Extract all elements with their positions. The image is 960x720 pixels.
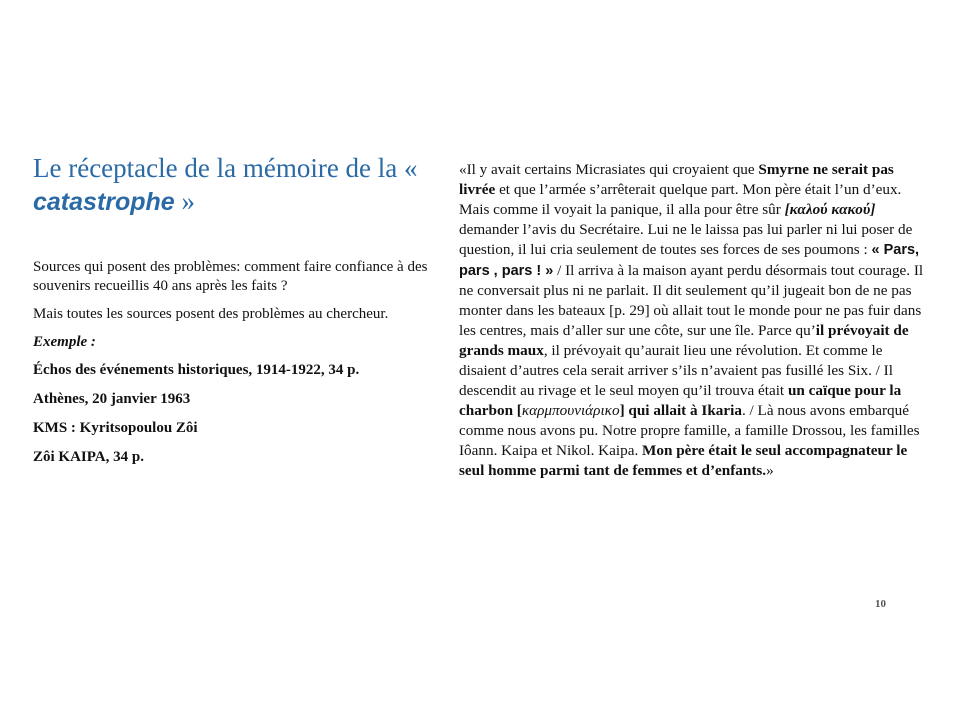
intro-paragraph: Sources qui posent des problèmes: comment faire confiance à des souvenirs recueillis 40 ans après les faits ? [33,259,428,294]
quote-segment: «Il y avait certains Micrasiates qui croyaient que [459,161,759,178]
title-text-part1: Le réceptacle de la mémoire de la « [33,153,418,183]
quote-segment: , il prévoyait qu’aurait lieu une révolution. Et comme le disaient d’autres cela serait arriver s’ils n’avaient pas fusillé les Six. / Il descendit au rivage et le seul moyen qu’il trouva était [459,342,893,399]
reference-author: Zôi KAIPA, 34 p. [33,449,144,465]
quote-emphasis: Smyrne ne serait pas livrée [459,161,894,198]
quote-segment: . / Là nous avons embarqué comme nous avons pu. Notre propre famille, a famille Drossou, les familles Iôann. Kaipa et Nikol. Kaipa. [459,401,920,459]
quote-segment: demander l’avis du Secrétaire. Lui ne le laissa pas lui parler ni lui poser de question, il lui cria seulement de toutes ses forces de ses poumons : [459,220,913,258]
page-number: 10 [875,598,886,610]
quote-greek-term: καρμπουνιάρικο [521,401,620,419]
example-label: Exemple : [33,334,96,350]
quote-emphasis: il prévoyait de grands maux [459,322,909,360]
sources-paragraph: Mais toutes les sources posent des problèmes au chercheur. [33,306,389,322]
quote-emphasis: ] qui allait à Ikaria [619,401,742,419]
testimony-quote [459,160,933,481]
quote-segment: / Il arriva à la maison ayant perdu désormais tout courage. Il ne conversait plus ni ne parlait. Il dit seulement qu’il jugeait bon de ne pas monter dans les bateaux [p. 29] où allait tout le monde pour ne pas fuir dans les centres, mais d’aller sur une côte, sur une île. Parce qu’ [459,261,924,340]
title-emphasis: catastrophe [33,188,175,216]
quote-greek-emphasis: [καλού κακού] [784,200,876,218]
quote-segment: et que l’armée s’arrêterait quelque part. Mon père était l’un d’eux. Mais comme il voyait la panique, il alla pour être sûr [459,180,902,218]
quote-emphasis: un caïque pour la charbon [ [459,381,902,419]
quote-segment: » [766,461,774,479]
quote-paragraph [459,160,933,481]
reference-kms: KMS : Kyritsopoulou Zôi [33,420,198,436]
reference-title: Échos des événements historiques, 1914-1922, 34 p. [33,362,360,378]
reference-place-date: Athènes, 20 janvier 1963 [33,391,191,407]
left-column [33,258,443,477]
slide-title [33,152,433,219]
quote-emphasis: Mon père était le seul accompagnateur le seul homme parmi tant de femmes et d’enfants. [459,441,908,479]
quote-emphasis: « Pars, pars , pars ! » [459,241,920,279]
title-text-part2: » [181,186,195,216]
